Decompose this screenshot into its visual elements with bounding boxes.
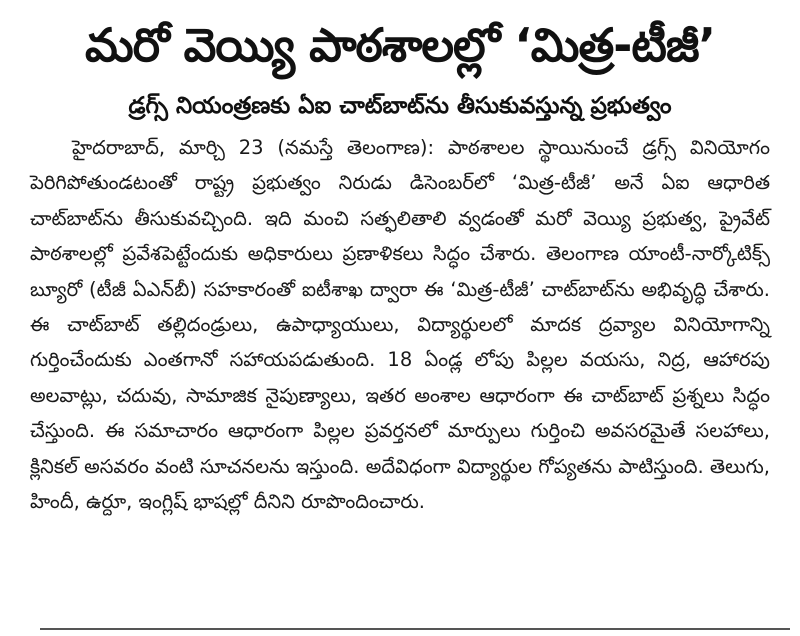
- bottom-divider: [40, 628, 790, 630]
- article-headline: మరో వెయ్యి పాఠశాలల్లో ‘మిత్ర-టీజీ’: [85, 18, 715, 72]
- article-subheadline: డ్రగ్స్ నియంత్రణకు ఏఐ చాట్‌బాట్‌ను తీసుకువస్తున్న ప్రభుత్వం: [128, 93, 672, 119]
- article-body: హైదరాబాద్, మార్చి 23 (నమస్తే తెలంగాణ): పాఠశాలల స్థాయినుంచే డ్రగ్స్ వినియోగం పెరిగిపోతుండటంతో రాష్ట్ర ప్రభుత్వం నిరుడు డిసెంబర్‌లో ‘మిత్ర-టీజీ’ అనే ఏఐ ఆధారిత చాట్‌బాట్‌ను తీసుకువచ్చింది. ఇది మంచి సత్ఫలితాలి వ్వడంతో మరో వెయ్యి ప్రభుత్వ, ప్రైవేట్ పాఠశాలల్లో ప్రవేశపెట్టేందుకు అధికారులు ప్రణాళికలు సిద్ధం చేశారు. తెలంగాణ యాంటీ-నార్కోటిక్స్ బ్యూరో (టీజీ ఏఎన్‌బీ) సహకారంతో ఐటీశాఖ ద్వారా ఈ ‘మిత్ర-టీజీ’ చాట్‌బాట్‌ను అభివృద్ధి చేశారు. ఈ చాట్‌బాట్ తల్లిదండ్రులు, ఉపాధ్యాయులు, విద్యార్థులలో మాదక ద్రవ్యాల వినియోగాన్ని గుర్తించేందుకు ఎంతగానో సహాయపడుతుంది. 18 ఏండ్ల లోపు పిల్లల వయసు, నిద్ర, ఆహారపు అలవాట్లు, చదువు, సామాజిక నైపుణ్యాలు, ఇతర అంశాల ఆధారంగా ఈ చాట్‌బాట్ ప్రశ్నలు సిద్ధం చేస్తుంది. ఈ సమాచారం ఆధారంగా పిల్లల ప్రవర్తనలో మార్పులు గుర్తించి అవసరమైతే సలహాలు, క్లినికల్ అసవరం వంటి సూచనలను ఇస్తుంది. అదేవిధంగా విద్యార్థుల గోప్యతను పాటిస్తుంది. తెలుగు, హిందీ, ఉర్దూ, ఇంగ్లిష్ భాషల్లో దీనిని రూపొందించారు.: [30, 136, 770, 514]
- news-article: [30, 6, 770, 519]
